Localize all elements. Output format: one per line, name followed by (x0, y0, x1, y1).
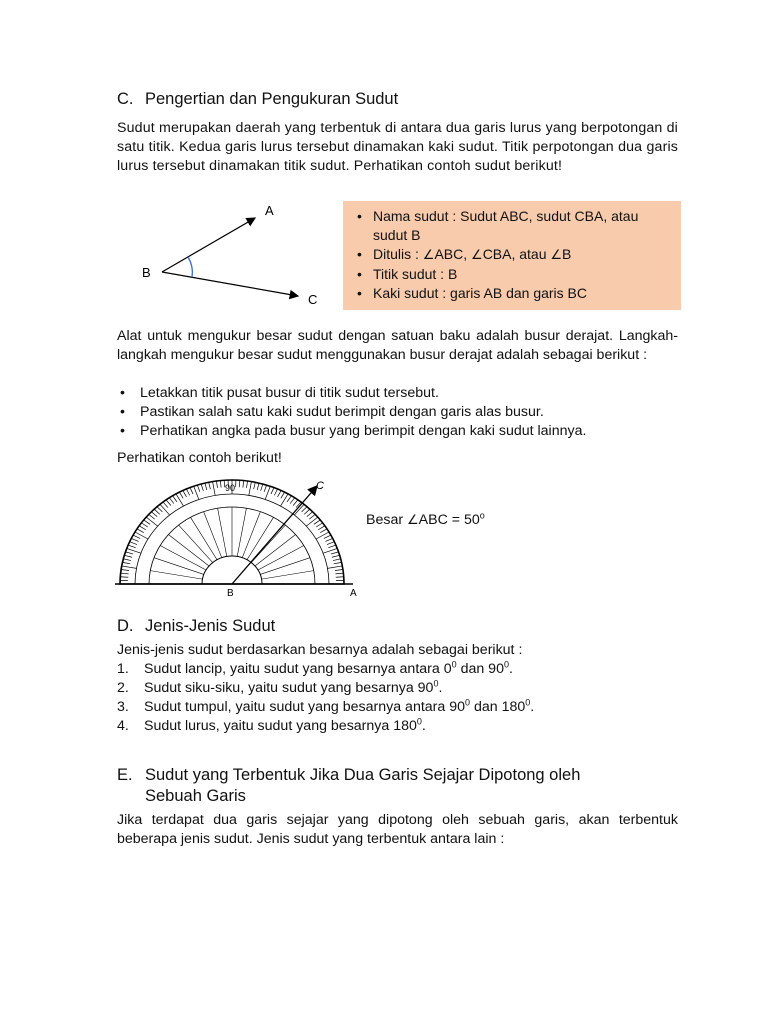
angle-abc-diagram (130, 198, 330, 310)
protractor-tick (304, 509, 310, 514)
protractor-tick (205, 483, 207, 490)
protractor-spoke (179, 525, 213, 563)
degree-sup: 0 (465, 697, 471, 708)
step-item: • Pastikan salah satu kaki sudut berimpit dengan garis alas busur. (117, 403, 678, 422)
info-written-2: CBA, atau (482, 246, 551, 262)
protractor-tick (309, 514, 315, 519)
list-number: 1. (117, 661, 129, 677)
protractor-spoke (251, 525, 285, 563)
section-e-title-line2: Sebuah Garis (145, 787, 246, 805)
diagram-label-c: C (308, 292, 318, 307)
angle-info-box (343, 201, 681, 310)
protractor-tick (261, 484, 263, 491)
section-c-intro: Sudut merupakan daerah yang terbentuk di antara dua garis lurus yang berpotongan di satu titik. Kedua garis lurus tersebut dinamakan kaki sudut. Titik perpotongan dua garis lurus tersebut dinamakan titik sudut. Perhatikan contoh sudut berikut! (117, 120, 678, 174)
list-number: 4. (117, 718, 129, 734)
protractor-tick (169, 498, 173, 504)
section-d-letter: D. (117, 617, 134, 635)
protractor-tick (124, 555, 132, 557)
list-item (117, 698, 678, 717)
section-c-title: Pengertian dan Pengukuran Sudut (145, 90, 399, 108)
protractor-tick (166, 500, 171, 506)
angle-types-list (117, 660, 678, 736)
protractor-diagram (115, 472, 365, 600)
protractor-tick (314, 520, 320, 524)
protractor-tick (306, 517, 317, 526)
protractor-tick (135, 532, 148, 539)
protractor-tick (334, 562, 342, 563)
list-number: 2. (117, 680, 129, 696)
diagram-label-b: B (142, 265, 151, 280)
protractor-spoke (218, 508, 227, 556)
protractor-spoke (258, 546, 304, 571)
protractor-tick (176, 494, 184, 506)
list-text: Sudut tumpul, yaitu sudut yang besarnya antara 90 (144, 699, 466, 715)
section-e-letter: E. (117, 766, 133, 784)
list-item (117, 679, 678, 698)
degree-sup: 0 (525, 697, 531, 708)
protractor-spoke (237, 508, 246, 556)
protractor-tick (287, 496, 291, 502)
protractor-tick (327, 542, 334, 545)
protractor-tick (249, 482, 252, 496)
protractor-tick (328, 545, 335, 548)
example-label: Perhatikan contoh berikut! (117, 450, 282, 466)
protractor-tick (254, 482, 256, 489)
info-written (355, 245, 671, 265)
degree-sup: 0 (503, 659, 509, 670)
list-item (117, 660, 678, 679)
list-number: 3. (117, 699, 129, 715)
protractor-tick (213, 482, 216, 496)
protractor-tick (209, 482, 211, 489)
protractor-tick (154, 509, 160, 514)
list-item (117, 717, 678, 736)
protractor-tick (324, 535, 331, 538)
protractor-tick (325, 538, 332, 541)
list-mid: . (438, 680, 443, 696)
section-c-heading (117, 90, 398, 109)
angle-symbol: ∠ (471, 248, 483, 263)
protractor-tick (264, 485, 266, 492)
degree-sup: 0 (451, 659, 457, 670)
result-expr: ABC = 50 (418, 512, 480, 528)
list-text: Sudut siku-siku, yaitu sudut yang besarnya 90 (144, 680, 434, 696)
section-e-heading (117, 765, 580, 807)
list-mid: dan 90 (456, 661, 504, 677)
protractor-tick (302, 507, 307, 512)
measure-intro: Alat untuk mengukur besar sudut dengan satuan baku adalah busur derajat. Langkah-langkah mengukur besar sudut menggunakan busur derajat adalah sebagai berikut : (117, 328, 678, 363)
protractor-tick (141, 523, 147, 527)
protractor-tick (281, 492, 285, 498)
protractor-tick (160, 504, 170, 515)
protractor-tick (125, 552, 133, 554)
section-e-title-line1: Sudut yang Terbentuk Jika Dua Garis Sejajar Dipotong oleh (145, 766, 581, 784)
result-statement (366, 511, 485, 530)
protractor-tick (144, 520, 150, 524)
protractor-tick (281, 494, 289, 506)
degree-sup: 0 (433, 678, 439, 689)
protractor-tick (194, 486, 199, 499)
info-name-line1: Nama sudut : Sudut ABC, sudut CBA, atau (373, 208, 639, 224)
protractor-tick (335, 570, 343, 571)
info-vertex: • Titik sudut : B (355, 265, 671, 284)
protractor-tick (122, 566, 137, 568)
info-written-1: ABC, (434, 246, 472, 262)
list-mid: dan 180 (470, 699, 526, 715)
protractor-label-c: C (316, 480, 324, 492)
protractor-tick (201, 484, 203, 491)
protractor-spoke (154, 558, 204, 575)
protractor-tick (316, 532, 329, 539)
info-written-prefix: Ditulis : (373, 246, 423, 262)
protractor-tick (239, 480, 240, 487)
protractor-tick (243, 481, 244, 488)
list-end: . (508, 661, 513, 677)
protractor-tick (257, 483, 259, 490)
info-name-line2: sudut B (373, 227, 421, 243)
angle-arc (188, 257, 192, 277)
protractor-tick (122, 562, 130, 563)
protractor-tick (151, 512, 157, 517)
angle-symbol: ∠ (407, 513, 419, 528)
protractor-tick (121, 570, 129, 571)
protractor-tick (331, 552, 339, 554)
list-text: Sudut lurus, yaitu sudut yang besarnya 180 (144, 718, 417, 734)
diagram-label-a: A (265, 203, 274, 218)
section-d-heading (117, 617, 275, 636)
protractor-tick (163, 502, 168, 508)
ray-ba (162, 218, 255, 272)
protractor-tick (335, 573, 343, 574)
protractor-tick (265, 486, 270, 499)
step-item: • Letakkan titik pusat busur di titik sudut tersebut. (117, 384, 678, 403)
protractor-spoke (204, 512, 222, 558)
protractor-label-a: A (350, 588, 357, 599)
result-prefix: Besar (366, 512, 408, 528)
protractor-tick (157, 507, 162, 512)
angle-symbol: ∠ (550, 248, 563, 263)
protractor-tick (130, 542, 137, 545)
info-angle-name (355, 207, 671, 245)
step-item: • Perhatikan angka pada busur yang berimpit dengan kaki sudut lainnya. (117, 422, 678, 441)
protractor-spoke (160, 546, 206, 571)
protractor-spoke (262, 571, 314, 580)
section-d-title: Jenis-Jenis Sudut (145, 617, 276, 635)
protractor-tick (146, 517, 157, 526)
protractor-spoke (247, 517, 274, 559)
protractor-tick (216, 481, 217, 488)
protractor-tick (183, 491, 187, 497)
protractor-tick (137, 529, 144, 533)
protractor-tick (220, 481, 221, 488)
protractor-tick (131, 538, 138, 541)
protractor-spoke (168, 535, 209, 566)
protractor-tick (186, 489, 189, 495)
protractor-label-b: B (227, 588, 234, 599)
list-end: . (530, 699, 535, 715)
protractor-tick (328, 566, 343, 568)
protractor-tick (139, 526, 146, 530)
protractor-spoke (260, 558, 310, 575)
protractor-spoke (242, 512, 260, 558)
protractor-tick (278, 491, 282, 497)
angle-symbol: ∠ (422, 248, 435, 263)
protractor-tick (149, 514, 155, 519)
protractor-spoke (150, 571, 202, 580)
protractor-tick (179, 492, 183, 498)
protractor-tick (320, 529, 327, 533)
protractor-tick (332, 555, 340, 557)
protractor-tick (246, 481, 247, 488)
protractor-tick (173, 496, 177, 502)
protractor-tick (290, 498, 294, 504)
protractor-tick (318, 526, 325, 530)
protractor-tick (316, 523, 322, 527)
protractor-spoke (191, 517, 218, 559)
result-unit: o (479, 510, 485, 521)
ray-bc (162, 272, 298, 296)
list-mid: . (421, 718, 426, 734)
protractor-tick (333, 559, 341, 561)
protractor-tick (123, 559, 131, 561)
degree-sup: 0 (416, 716, 422, 727)
section-c-letter: C. (117, 90, 134, 108)
info-written-3: B (562, 246, 572, 262)
list-text: Sudut lancip, yaitu sudut yang besarnya antara 0 (144, 661, 452, 677)
protractor-tick (307, 512, 313, 517)
info-arms: • Kaki sudut : garis AB dan garis BC (355, 284, 671, 303)
protractor-tick (274, 489, 277, 495)
protractor-tick (121, 573, 129, 574)
protractor-spokes (149, 507, 315, 584)
protractor-tick (271, 488, 274, 494)
protractor-tick (133, 535, 140, 538)
measure-steps (117, 384, 678, 441)
protractor-tick (128, 545, 135, 548)
protractor-tick (197, 485, 199, 492)
protractor-center-mark: 90 (225, 483, 236, 493)
protractor-tick (293, 500, 298, 506)
section-d-intro: Jenis-jenis sudut berdasarkan besarnya adalah sebagai berikut : (117, 642, 523, 658)
section-e-intro: Jika terdapat dua garis sejajar yang dipotong oleh sebuah garis, akan terbentuk beberapa jenis sudut. Jenis sudut yang terbentuk antara lain : (117, 812, 678, 847)
protractor-tick (190, 488, 193, 494)
